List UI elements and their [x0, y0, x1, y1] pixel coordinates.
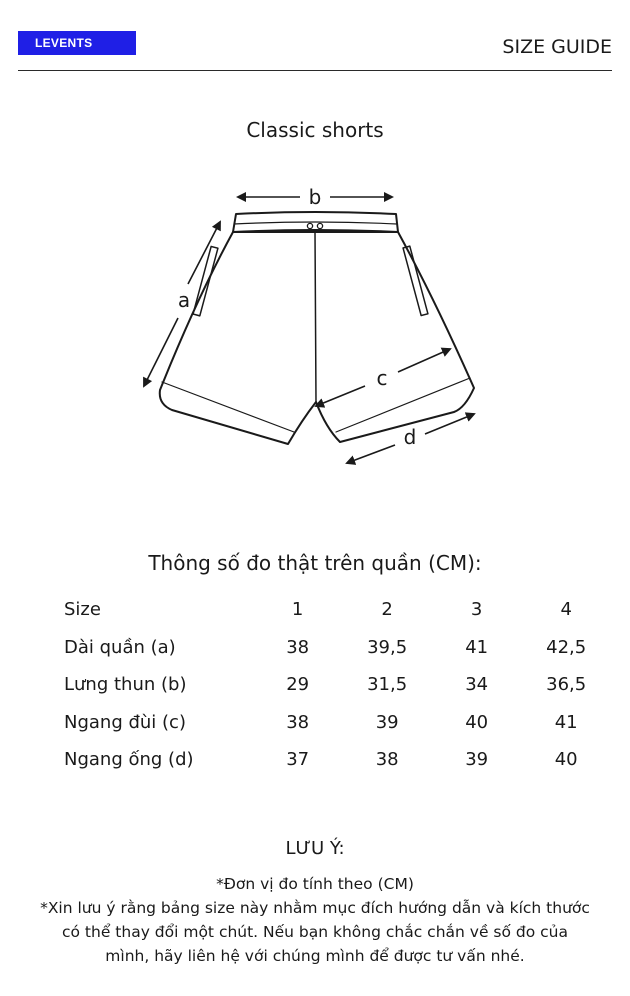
table-cell: 39 [375, 711, 399, 733]
brand-logo: LEVENTS [18, 31, 136, 55]
product-title: Classic shorts [246, 118, 384, 142]
table-cell: 42,5 [546, 636, 587, 658]
header-cell: 1 [291, 599, 304, 621]
size-table [56, 591, 611, 779]
header-cell: 4 [560, 599, 572, 621]
table-row [56, 629, 611, 667]
table-cell: 39,5 [367, 636, 408, 658]
table-row [56, 741, 611, 779]
header-cell: Size [64, 599, 101, 621]
table-cell: 40 [554, 749, 578, 771]
table-cell: 38 [286, 636, 310, 658]
table-row [56, 704, 611, 742]
disclaimer-note: *Xin lưu ý rằng bảng size này nhằm mục đích hướng dẫn và kích thước có thể thay đổi một chút. Nếu bạn không chắc chắn về số đo của mình, hãy liên hệ với chúng mình để được tư vấn nhé. [40, 899, 590, 965]
dimension-a-label: a [177, 288, 191, 312]
table-cell: 34 [465, 674, 489, 696]
a-arrow-bottom [144, 318, 178, 386]
table-row [56, 666, 611, 704]
table-cell: 41 [554, 711, 578, 733]
row-label: Lưng thun (b) [64, 674, 187, 696]
table-header-row [56, 591, 611, 629]
table-cell: 29 [286, 674, 310, 696]
dimension-b-label: b [308, 185, 322, 209]
row-label: Dài quần (a) [64, 636, 176, 658]
table-cell: 37 [286, 749, 310, 771]
table-cell: 41 [465, 636, 489, 658]
row-label: Ngang ống (d) [64, 749, 194, 771]
table-cell: 39 [465, 749, 489, 771]
table-cell: 38 [286, 711, 310, 733]
dimension-d-label: d [403, 425, 417, 449]
d-arrow-left [347, 445, 395, 463]
unit-note: *Đơn vị đo tính theo (CM) [216, 875, 414, 893]
header [18, 0, 612, 71]
measurements-title: Thông số đo thật trên quần (CM): [148, 551, 482, 575]
notes-title: LƯU Ý: [285, 838, 345, 859]
table-cell: 31,5 [367, 674, 408, 696]
notes-body [40, 872, 590, 968]
table-cell: 36,5 [546, 674, 587, 696]
shorts-illustration [140, 180, 490, 480]
table-cell: 38 [375, 749, 399, 771]
header-cell: 3 [470, 599, 483, 621]
dimension-c-label: c [376, 366, 388, 390]
c-arrow-left [316, 386, 365, 406]
row-label: Ngang đùi (c) [64, 711, 186, 733]
c-arrow-right [398, 349, 450, 372]
header-cell: 2 [381, 599, 393, 621]
shorts-diagram [140, 180, 490, 480]
size-guide-label: SIZE GUIDE [502, 36, 612, 58]
table-cell: 40 [465, 711, 489, 733]
